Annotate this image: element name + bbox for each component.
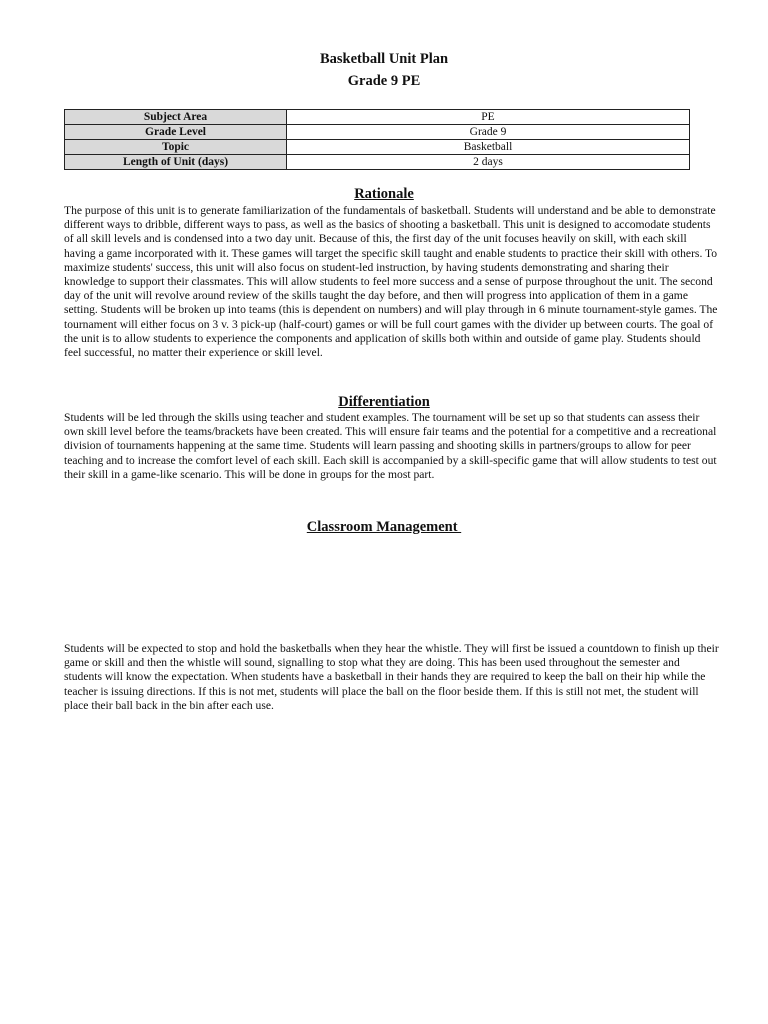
document-title: Basketball Unit Plan (319, 51, 449, 67)
document-subtitle: Grade 9 PE (347, 73, 421, 89)
classroom-management-heading: Classroom Management (306, 519, 462, 535)
table-label-cell: Length of Unit (days) (65, 155, 287, 170)
table-value-cell: PE (287, 110, 690, 125)
table-label-cell: Grade Level (65, 125, 287, 140)
table-value-cell: 2 days (287, 155, 690, 170)
classroom-management-paragraph: Students will be expected to stop and hold the basketballs when they hear the whistle. They will first be issued a countdown to finish up their game or skill and then the whistle will sound, signalling to stop what they are doing. This has been used throughout the semester and students will know the expectation. When students have a basketball in their hands they are required to keep the ball on their hip while the teacher is issuing directions. If this is not met, students will place the ball on the floor beside them. If this is still not met, the student will place their ball back in the bin after each use. (64, 642, 719, 712)
table-label-cell: Topic (65, 140, 287, 155)
table-row (65, 140, 690, 155)
differentiation-heading: Differentiation (338, 394, 430, 410)
table-label-cell: Subject Area (65, 110, 287, 125)
differentiation-paragraph: Students will be led through the skills using teacher and student examples. The tournament will be set up so that students can assess their own skill level before the teams/brackets have been created. This will ensure fair teams and the potential for a competitive and a recreational division of tournaments happening at the same time. Students will learn passing and shooting skills in partners/groups to allow for peer teaching and to increase the comfort level of each skill. Each skill is accompanied by a skill-specific game that will allow students to test out their skill in a game-like scenario. This will be done in groups for the most part. (64, 411, 717, 481)
table-row (65, 110, 690, 125)
table-row (65, 155, 690, 170)
rationale-heading: Rationale (354, 186, 414, 202)
unit-info-table (64, 109, 690, 170)
table-value-cell: Basketball (287, 140, 690, 155)
table-value-cell: Grade 9 (287, 125, 690, 140)
rationale-paragraph: The purpose of this unit is to generate familiarization of the fundamentals of basketball. Students will understand and be able to demonstrate different ways to dribble, different ways to pass, as well as the basics of shooting a basketball. This unit is designed to accomodate students of all skill levels and is condensed into a two day unit. Because of this, the first day of the unit focuses heavily on skill, with each skill having a game incorporated with it. These games will target the specific skill taught and enable students to practice their skill with others. To maximize students' success, this unit will also focus on student-led instruction, by having students demonstrating and sharing their knowledge to support their classmates. This will allow students to feel more success and a sense of purpose throughout the unit. The second day of the unit will revolve around review of the skills taught the day before, and then will progress into application of them in a game setting. Students will be broken up into teams (this is dependent on numbers) and will play through in 6 minute tournament-style games. The tournament will either focus on 3 v. 3 pick-up (half-court) games or will be full court games with the divider up between courts. The goal of the unit is to allow students to experience the components and application of skills both within and outside of game play. Students should feel successful, no matter their experience or skill level. (64, 204, 718, 360)
table-row (65, 125, 690, 140)
